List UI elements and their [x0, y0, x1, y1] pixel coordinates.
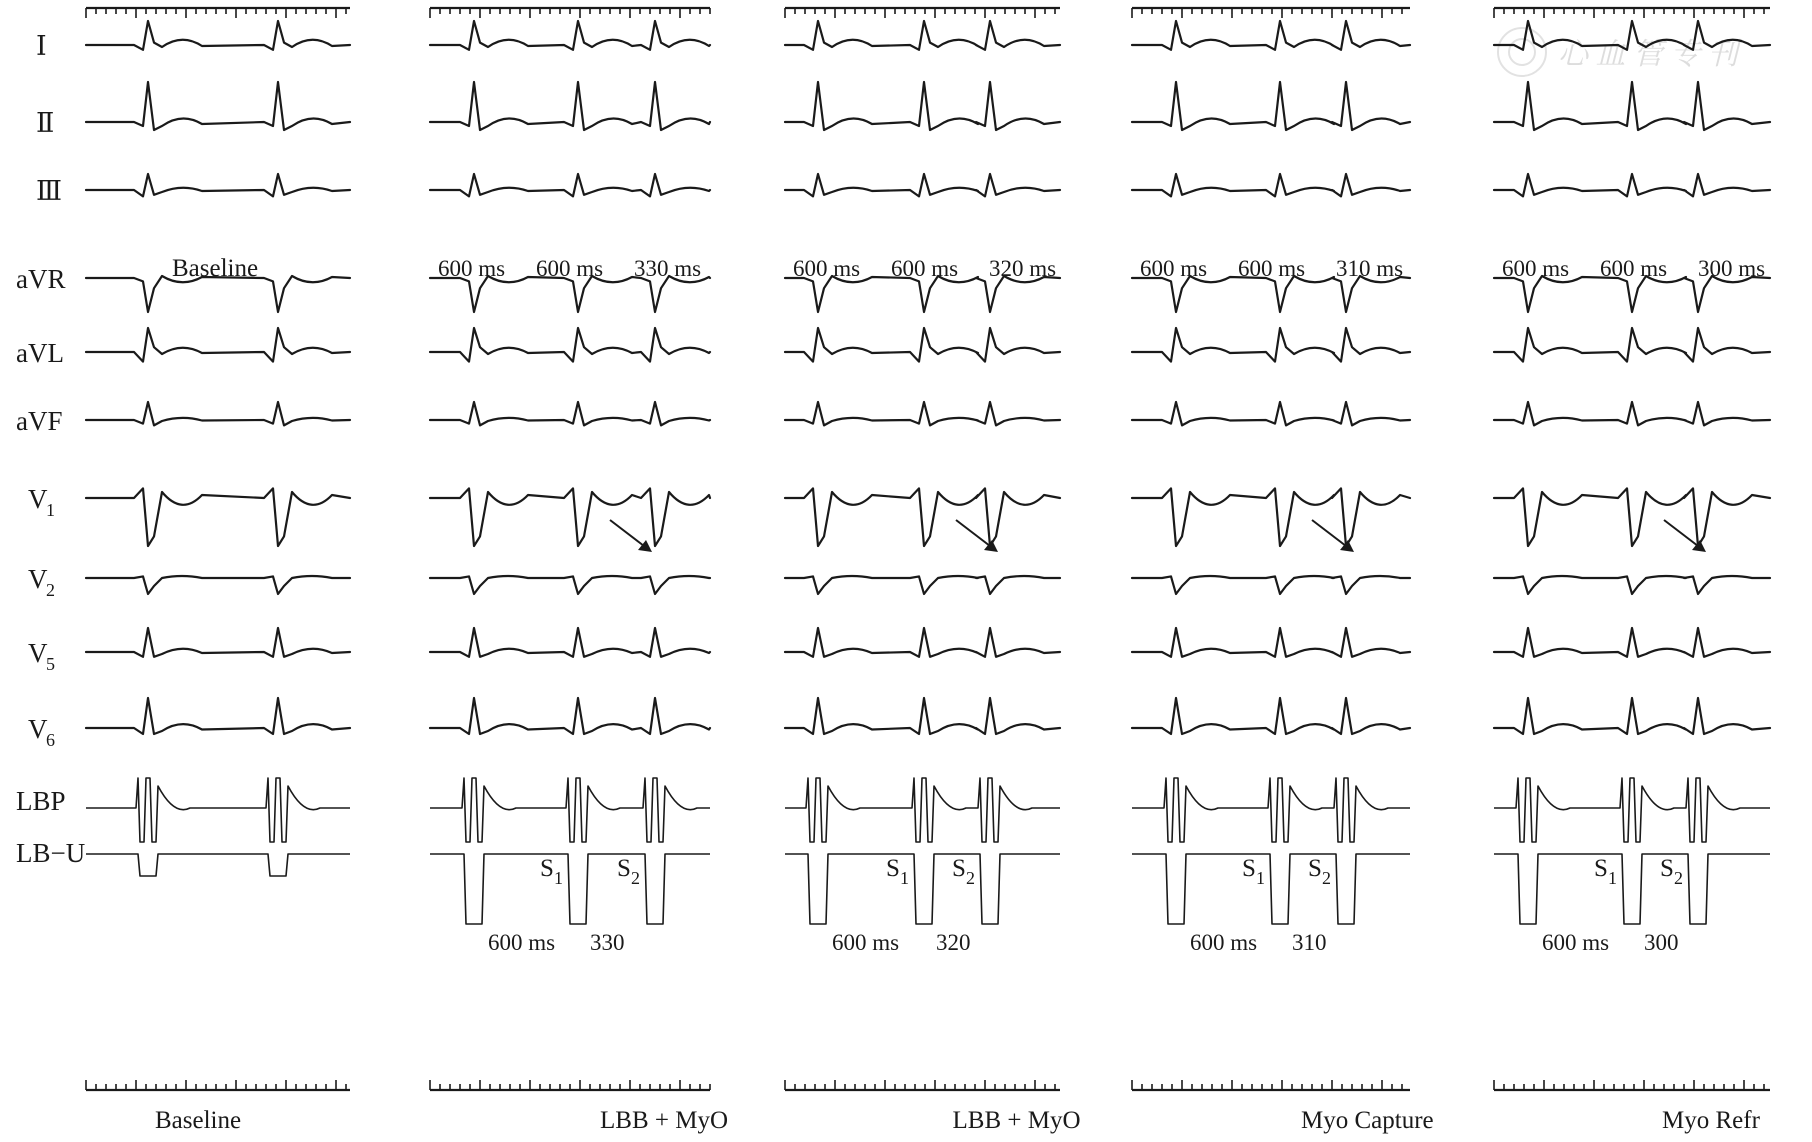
v1-arrow — [1312, 520, 1354, 552]
panel-lbb-myo-320 — [785, 8, 1081, 1134]
lead-label-lbp — [16, 786, 66, 816]
lead-label-subscript: 5 — [46, 654, 55, 674]
trace-avf — [430, 402, 710, 425]
stimulus-label-text: S — [1308, 855, 1322, 882]
trace-v5 — [785, 628, 1060, 657]
stimulus-label-text: S — [886, 855, 900, 882]
lead-label-text: V — [28, 564, 48, 594]
arrow-shaft — [610, 520, 644, 546]
lead-label-lb-u — [16, 838, 85, 868]
bottom-time-scale — [1494, 1080, 1770, 1090]
lead-label-v6 — [28, 714, 55, 750]
lead-label-text: V — [28, 484, 48, 514]
stimulus-label-text: S — [952, 855, 966, 882]
trace-avl — [1494, 328, 1770, 362]
lead-label-text: aVR — [16, 264, 66, 294]
trace-ii — [86, 82, 350, 130]
egm-interval-label: 600 ms — [832, 930, 900, 955]
trace-avr — [1494, 276, 1770, 312]
lead-labels — [16, 31, 85, 868]
stimulus-label-subscript: 2 — [966, 868, 975, 888]
lead-label-text: Ⅲ — [36, 176, 63, 206]
trace-ii — [785, 82, 1060, 130]
watermark-text: 心 血 管 专 刊 — [1558, 38, 1738, 71]
panel-title: Myo Capture — [1301, 1107, 1434, 1134]
panel-title: Baseline — [155, 1107, 242, 1134]
lead-label-v2 — [28, 564, 55, 600]
trace-lbp — [430, 778, 710, 842]
egm-interval-label: 300 — [1644, 930, 1679, 955]
trace-lbp — [86, 778, 350, 842]
coupling-interval-label: 600 ms — [1600, 256, 1668, 281]
stimulus-label-subscript: 1 — [1256, 868, 1265, 888]
lead-label-iii — [36, 176, 62, 206]
trace-avr — [785, 276, 1060, 312]
trace-lbp — [1132, 778, 1410, 842]
coupling-interval-label: 330 ms — [634, 256, 702, 281]
lead-label-ii — [36, 108, 54, 138]
trace-avl — [86, 328, 350, 362]
trace-v6 — [430, 698, 710, 734]
egm-interval-label: 330 — [590, 930, 625, 955]
lead-label-text: aVF — [16, 406, 63, 436]
trace-v2 — [785, 576, 1060, 594]
lead-label-text: V — [28, 714, 48, 744]
v1-arrow — [610, 520, 652, 552]
trace-avr — [1132, 276, 1410, 312]
trace-lb-u — [1132, 854, 1410, 924]
ecg-panels — [86, 8, 1770, 1134]
arrow-shaft — [1664, 520, 1698, 546]
top-time-scale — [430, 8, 710, 18]
trace-i — [430, 21, 710, 50]
egm-interval-label: 600 ms — [1190, 930, 1258, 955]
trace-v1 — [430, 488, 710, 546]
stimulus-label-subscript: 2 — [1322, 868, 1331, 888]
stimulus-label-text: S — [617, 855, 631, 882]
egm-interval-label: 310 — [1292, 930, 1327, 955]
trace-iii — [1494, 174, 1770, 196]
arrow-shaft — [1312, 520, 1346, 546]
v1-arrow — [1664, 520, 1706, 552]
bottom-time-scale — [86, 1080, 350, 1090]
stimulus-label-s2 — [617, 855, 640, 888]
trace-iii — [1132, 174, 1410, 196]
trace-i — [1132, 21, 1410, 50]
stimulus-label-subscript: 1 — [900, 868, 909, 888]
stimulus-label-text: S — [1242, 855, 1256, 882]
lead-label-text: Ⅱ — [36, 108, 55, 138]
trace-v2 — [86, 576, 350, 594]
trace-lb-u — [785, 854, 1060, 924]
trace-ii — [430, 82, 710, 130]
panel-myo-capture — [1132, 8, 1434, 1134]
egm-interval-label: 600 ms — [1542, 930, 1610, 955]
trace-iii — [430, 174, 710, 196]
lead-label-avf — [16, 406, 63, 436]
stimulus-label-text: S — [1594, 855, 1608, 882]
lead-label-avl — [16, 338, 64, 368]
coupling-interval-label: 310 ms — [1336, 256, 1404, 281]
lead-label-text: V — [28, 638, 48, 668]
trace-lbp — [785, 778, 1060, 842]
stimulus-label-subscript: 2 — [631, 868, 640, 888]
stimulus-label-s2 — [952, 855, 975, 888]
trace-lb-u — [1494, 854, 1770, 924]
trace-v5 — [86, 628, 350, 657]
stimulus-label-s1 — [1594, 855, 1617, 888]
trace-iii — [86, 174, 350, 196]
trace-v5 — [1494, 628, 1770, 657]
trace-ii — [1132, 82, 1410, 130]
v1-arrow — [956, 520, 998, 552]
trace-avf — [1494, 402, 1770, 425]
top-time-scale — [1132, 8, 1410, 18]
trace-avr — [430, 276, 710, 312]
trace-iii — [785, 174, 1060, 196]
lead-label-text: LB−U — [16, 838, 86, 868]
lead-label-subscript: 2 — [46, 580, 55, 600]
top-time-scale — [1494, 8, 1770, 18]
trace-lbp — [1494, 778, 1770, 842]
trace-v5 — [430, 628, 710, 657]
trace-avf — [86, 402, 350, 425]
trace-avf — [785, 402, 1060, 425]
panel-title: LBB + MyO — [600, 1107, 729, 1134]
trace-ii — [1494, 82, 1770, 130]
coupling-interval-label: 600 ms — [1502, 256, 1570, 281]
bottom-time-scale — [1132, 1080, 1410, 1090]
trace-avf — [1132, 402, 1410, 425]
panel-baseline — [86, 8, 350, 1134]
coupling-interval-label: 600 ms — [793, 256, 861, 281]
stimulus-label-s1 — [1242, 855, 1265, 888]
trace-avl — [785, 328, 1060, 362]
top-time-scale — [86, 8, 350, 18]
trace-i — [86, 21, 350, 50]
trace-avl — [430, 328, 710, 362]
trace-v2 — [1132, 576, 1410, 594]
stimulus-label-s1 — [886, 855, 909, 888]
trace-v6 — [1494, 698, 1770, 734]
lead-label-subscript: 6 — [46, 730, 55, 750]
lead-label-i — [36, 31, 47, 61]
inner-baseline-label: Baseline — [172, 255, 259, 282]
coupling-interval-label: 600 ms — [438, 256, 506, 281]
panel-lbb-myo-330 — [430, 8, 728, 1134]
trace-avl — [1132, 328, 1410, 362]
lead-label-text: Ⅰ — [36, 31, 47, 61]
coupling-interval-label: 300 ms — [1698, 256, 1766, 281]
stimulus-label-s2 — [1308, 855, 1331, 888]
coupling-interval-label: 600 ms — [1140, 256, 1208, 281]
trace-v2 — [1494, 576, 1770, 594]
trace-v1 — [86, 488, 350, 546]
top-time-scale — [785, 8, 1060, 18]
lead-label-avr — [16, 264, 66, 294]
bottom-time-scale — [785, 1080, 1060, 1090]
trace-i — [785, 21, 1060, 50]
lead-label-v5 — [28, 638, 55, 674]
trace-v2 — [430, 576, 710, 594]
stimulus-label-subscript: 1 — [1608, 868, 1617, 888]
stimulus-label-subscript: 1 — [554, 868, 563, 888]
trace-v5 — [1132, 628, 1410, 657]
watermark — [1498, 28, 1743, 76]
coupling-interval-label: 320 ms — [989, 256, 1057, 281]
trace-v1 — [785, 488, 1060, 546]
stimulus-label-text: S — [540, 855, 554, 882]
trace-lb-u — [430, 854, 710, 924]
coupling-interval-label: 600 ms — [1238, 256, 1306, 281]
lead-label-text: aVL — [16, 338, 64, 368]
stimulus-label-subscript: 2 — [1674, 868, 1683, 888]
trace-v6 — [785, 698, 1060, 734]
stimulus-label-s2 — [1660, 855, 1683, 888]
stimulus-label-text: S — [1660, 855, 1674, 882]
trace-v1 — [1132, 488, 1410, 546]
trace-v1 — [1494, 488, 1770, 546]
trace-v6 — [1132, 698, 1410, 734]
trace-v6 — [86, 698, 350, 734]
panel-title: Myo Refr — [1662, 1107, 1760, 1134]
coupling-interval-label: 600 ms — [536, 256, 604, 281]
egm-interval-label: 600 ms — [488, 930, 556, 955]
egm-interval-label: 320 — [936, 930, 971, 955]
stimulus-label-s1 — [540, 855, 563, 888]
lead-label-subscript: 1 — [46, 500, 55, 520]
panel-title: LBB + MyO — [952, 1107, 1081, 1134]
panel-myo-refr — [1494, 8, 1770, 1134]
lead-label-v1 — [28, 484, 55, 520]
lead-label-text: LBP — [16, 786, 66, 816]
trace-lb-u — [86, 854, 350, 876]
coupling-interval-label: 600 ms — [891, 256, 959, 281]
arrow-shaft — [956, 520, 990, 546]
bottom-time-scale — [430, 1080, 710, 1090]
